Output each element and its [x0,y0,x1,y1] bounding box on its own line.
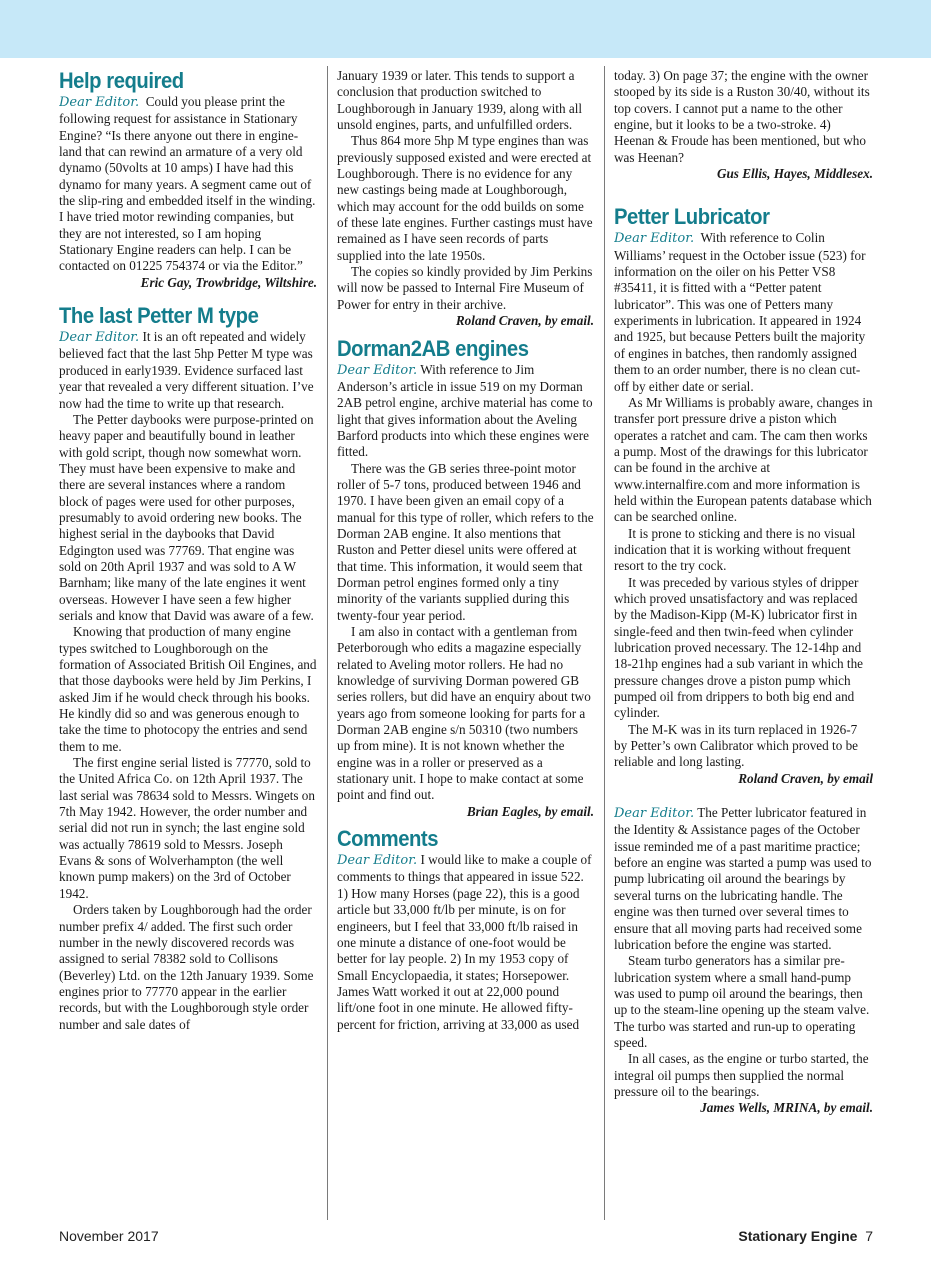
petter-m-paragraph: The first engine serial listed is 77770, sold to the United Africa Co. on 12th April 1937. The last serial was 78634 sold to Messrs. Wingets on 7th May 1942. However, the order number and serial did not run in synch; the last engine sold was actually 78619 sold to Messrs. Joseph Evans & sons of Wolverhampton (the well known pump makers) on the 3rd of October 1942. [59,755,315,901]
lubricator2-paragraph: Dear Editor. The Petter lubricator featured in the Identity & Assistance pages of the October issue reminded me of a past maritime practice; before an engine was started a pump was used to pump lubricating oil around the bearings by several turns on the lubricating handle. The engine was then turned over several times to ensure that all moving parts had received some lubrication before the engine was started. [614,805,872,952]
petter-m-paragraph: Dear Editor. It is an oft repeated and widely believed fact that the last 5hp Petter M type was produced in early1939. Evidence surfaced last year that revealed a very different situation. I’ve now had the time to write up that research. [59,329,314,411]
magazine-name: Stationary Engine [738,1228,858,1244]
lubricator-paragraph: It was preceded by various styles of dripper which proved unsatisfactory and was replaced by the Madison-Kipp (M-K) lubricator first in single-feed and then twin-feed when cylinder lubrication proved necessary. The 12-14hp and 18-21hp engines had a sub variant in which the pressure changes drove a piston pump which pumped oil from drippers to both big end and cylinder. [614,574,864,721]
column-2 [337,68,594,1218]
lubricator-paragraph: As Mr Williams is probably aware, changes in transfer port pressure drive a piston which operates a ratchet and cam. The cam then works a pump. Most of the drawings for this lubricator can be found in the archive at www.internalfire.com and more information is held within the European patents database which can be searched online. [614,394,873,525]
comments-paragraph: today. 3) On page 37; the engine with the owner stooped by its side is a Ruston 30/40, without its top covers. I cannot put a name to the other engine, but it looks to be a two-stroke. 4) Heenan & Froude has been mentioned, but who was Heenan? [614,68,870,165]
petter-m-signature: Roland Craven, by email. [455,313,594,329]
dear-editor-salutation: Dear Editor. [614,806,695,822]
lubricator2-signature: James Wells, MRINA, by email. [700,1100,873,1116]
petter-m-paragraph: Orders taken by Loughborough had the order number prefix 4/ added. The first such order number in the newly discovered records was assigned to serial 78382 sold to Collisons (Beverley) Ltd. on the 12th January 1939. Some engines prior to 77770 appear in the earlier records, but with the Loughborough style order number and sale dates of [59,902,314,1032]
petter-m-paragraph: January 1939 or later. This tends to support a conclusion that production switched to Loughborough in January 1939, along with all unsold engines, parts, and unfulfilled orders. [337,68,583,133]
petter-m-paragraph: Thus 864 more 5hp M type engines than was previously supposed existed and were erected at Loughborough. There is no evidence for any new castings being made at Loughborough, which may account for the odd builds on some of these late engines. Further castings must have remained as I have seen records of parts supplied into the late 1950s. [337,133,593,263]
column-divider [327,66,328,1220]
dear-editor-salutation: Dear Editor. [337,853,418,869]
dear-editor-salutation: Dear Editor. [614,231,695,247]
dear-editor-salutation: Dear Editor. [337,362,418,378]
help-paragraph: Dear Editor. Could you please print the following request for assistance in Stationary Engine? “Is there anyone out there in engine-land that can rewind an armature of a very old dynamo (50volts at 10 amps) I have had this dynamo for many years. A segment came out of the slip-ring and embedded itself in the winding. I have tried motor rewinding companies, but they are not interested, so I am hoping Stationary Engine readers can help. I can be contacted on 01225 754374 or via the Editor.” [59,94,316,274]
footer-date: November 2017 [59,1228,159,1244]
dorman-paragraph: Dear Editor. With reference to Jim Anderson’s article in issue 519 on my Dorman 2AB petrol engine, archive material has come to light that gives information about the Aveling Barford products into which these engines were fitted. [337,361,593,460]
petter-m-paragraph: Knowing that production of many engine types switched to Loughborough on the formation of Associated British Oil Engines, and that those daybooks were held by Jim Perkins, I asked Jim if he would check through his books. He kindly did so and was generous enough to take the time to photocopy the entries and send them to me. [59,624,317,754]
help-signature: Eric Gay, Trowbridge, Wiltshire. [140,274,317,290]
help-required-heading: Help required [59,68,184,93]
lubricator-signature: Roland Craven, by email [738,770,873,786]
petter-lubricator-heading: Petter Lubricator [614,204,770,230]
footer-magazine [738,1228,873,1244]
dorman-paragraph: There was the GB series three-point motor roller of 5-7 tons, produced between 1946 and 1970. I have been given an email copy of a manual for this type of roller, which refers to the Dorman 2AB engine. It also mentions that Ruston and Petter diesel units were offered at that time. This information, it would seem that Dorman petrol engines formed only a tiny minority of the variants supplied during this twenty-four year period. [337,460,594,623]
petter-m-paragraph: The Petter daybooks were purpose-printed on heavy paper and beautifully bound in leather with gold script, though now somewhat worn. They must have been expensive to make and there are several instances where a random block of pages were used for other purposes, presumably to avoid ordering new books. The highest serial in the daybooks that David Edgington used was 77769. That engine was sold on 20th April 1937 and was sold to A W Barnham; like many of the late engines it went overseas. However I have seen a few higher serials and know that David was aware of a few. [59,411,314,623]
column-1 [59,68,317,1218]
petter-m-paragraph: The copies so kindly provided by Jim Perkins will now be passed to Internal Fire Museum of Power for entry in their archive. [337,264,593,312]
lubricator2-paragraph: In all cases, as the engine or turbo started, the integral oil pumps then supplied the normal pressure oil to the bearings. [614,1051,869,1099]
lubricator2-paragraph: Steam turbo generators has a similar pre-lubrication system where a small hand-pump was used to pump oil around the bearings, then up to the steam-line opening up the steam valve. The turbo was started and run-up to operating speed. [614,953,870,1050]
lubricator-paragraph: It is prone to sticking and there is no visual indication that it is working without frequent resort to the try cock. [614,525,856,574]
dorman-paragraph: I am also in contact with a gentleman from Peterborough who edits a magazine especially related to Aveling motor rollers. He had no knowledge of surviving Dorman powered GB series rollers, but did have an enquiry about two years ago from someone looking for parts for a Dorman 2AB engine s/n 50310 (two numbers up from mine). It is not known whether the engine was in a roller or preserved as a stationary unit. I hope to make contact at some point and find out. [337,624,591,803]
comments-signature: Gus Ellis, Hayes, Middlesex. [716,166,873,182]
column-divider [604,66,605,1220]
comments-heading: Comments [337,826,439,852]
dorman-signature: Brian Eagles, by email. [466,803,594,819]
lubricator-paragraph: The M-K was in its turn replaced in 1926-7 by Petter’s own Calibrator which proved to be reliable and long lasting. [614,721,859,770]
page-number: 7 [865,1228,873,1244]
lubricator-paragraph: Dear Editor. With reference to Colin Williams’ request in the October issue (523) for information on the oiler on his Petter VS8 #35411, it is fitted with a “Petter patent lubricator”. This was one of Petters many experiments in lubrication. It appeared in 1924 and 1925, but because Petters built the majority of engines in batches, then randomly assigned them to an order number, there is no clean cut-off by either date or serial. [614,230,866,394]
column-3 [614,68,873,1218]
comments-paragraph: Dear Editor. I would like to make a couple of comments to things that appeared in issue 522. 1) How many Horses (page 22), this is a good article but 33,000 ft/lb per minute, is on for engineers, but I feel that 33,000 ft/lb raised in one minute a distance of one-foot would be better for lay people. 2) In my 1953 copy of Small Encyclopaedia, it states; Horsepower. James Watt worked it out at 22,000 pound lift/one foot in one minute. He allowed fifty-percent for friction, arriving at 33,000 as used [337,852,592,1032]
header-banner [0,0,931,58]
dorman-heading: Dorman2AB engines [337,335,529,361]
dear-editor-salutation: Dear Editor. [59,95,140,110]
dear-editor-salutation: Dear Editor. [59,330,140,346]
petter-m-heading: The last Petter M type [59,303,259,329]
